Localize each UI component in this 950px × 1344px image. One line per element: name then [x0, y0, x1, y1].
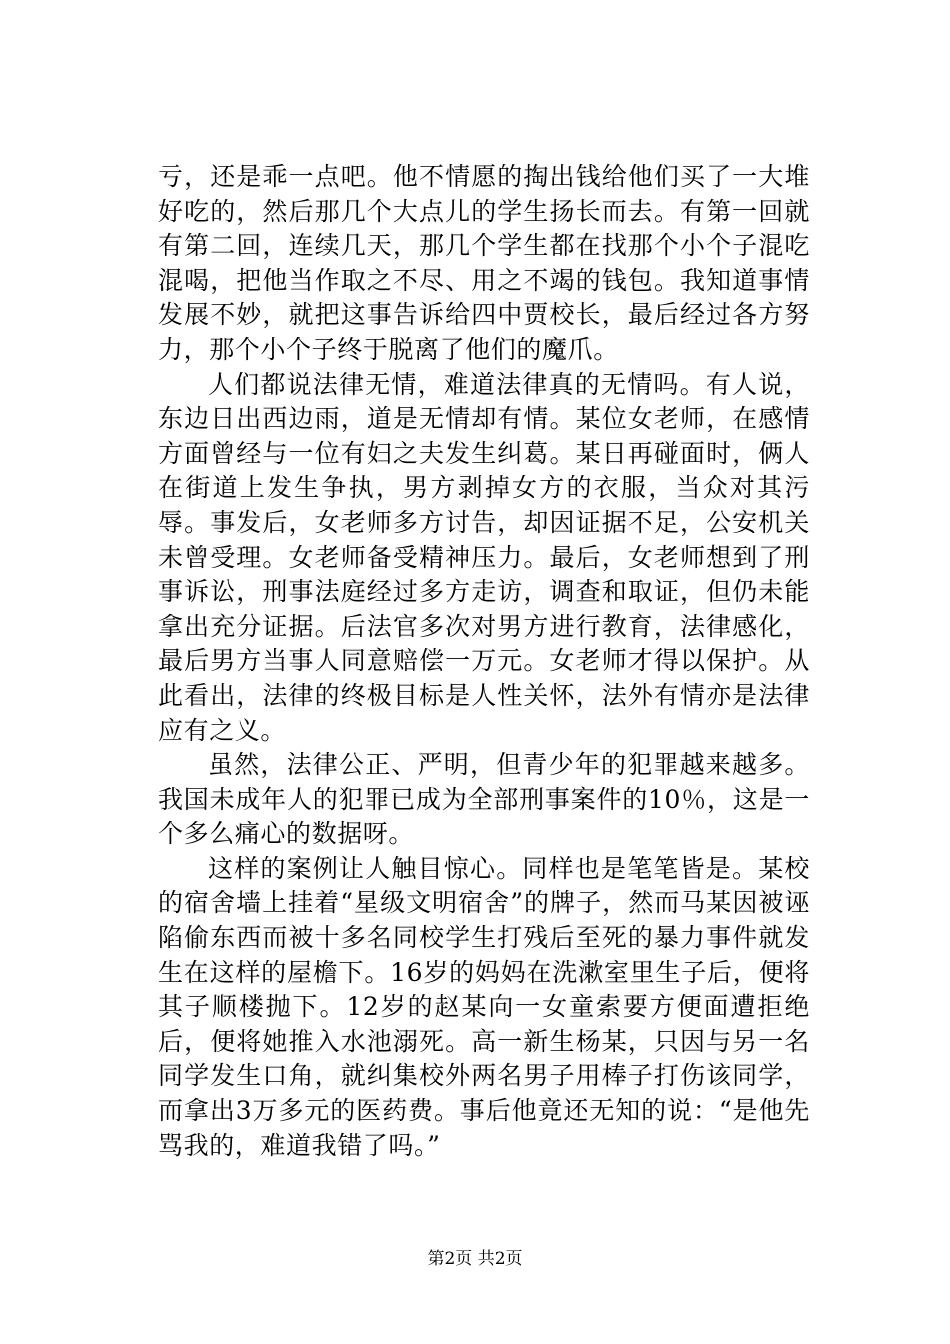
paragraph-4: 这样的案例让人触目惊心。同样也是笔笔皆是。某校的宿舍墙上挂着“星级文明宿舍”的牌子，然而马某因被诬陷偷东西而被十多名同校学生打残后至死的暴力事件就发生在这样的屋檐下。16岁的妈妈在洗漱室里生子后，便将其子顺楼抛下。12岁的赵某向一女童索要方便面遭拒绝后，便将她推入水池溺死。高一新生杨某，只因与另一名同学发生口角，就纠集校外两名男子用棒子打伤该同学，而拿出3万多元的医药费。事后他竟还无知的说：“是他先骂我的，难道我错了吗。” [158, 853, 810, 1160]
paragraph-2: 人们都说法律无情，难道法律真的无情吗。有人说，东边日出西边雨，道是无情却有情。某位女老师，在感情方面曾经与一位有妇之夫发生纠葛。某日再碰面时，俩人在街道上发生争执，男方剥掉女方的衣服，当众对其污辱。事发后，女老师多方讨告，却因证据不足，公安机关未曾受理。女老师备受精神压力。最后，女老师想到了刑事诉讼，刑事法庭经过多方走访，调查和取证，但仍未能拿出充分证据。后法官多次对男方进行教育，法律感化，最后男方当事人同意赔偿一万元。女老师才得以保护。从此看出，法律的终极目标是人性关怀，法外有情亦是法律应有之义。 [158, 369, 810, 745]
document-body [158, 160, 810, 1163]
paragraph-3: 虽然，法律公正、严明，但青少年的犯罪越来越多。我国未成年人的犯罪已成为全部刑事案件的10％，这是一个多么痛心的数据呀。 [158, 750, 810, 849]
page-number-footer: 第2页 共2页 [427, 1249, 523, 1269]
paragraph-1: 亏，还是乖一点吧。他不情愿的掏出钱给他们买了一大堆好吃的，然后那几个大点儿的学生扬长而去。有第一回就有第二回，连续几天，那几个学生都在找那个小个子混吃混喝，把他当作取之不尽、用之不竭的钱包。我知道事情发展不妙，就把这事告诉给四中贾校长，最后经过各方努力，那个小个子终于脱离了他们的魔爪。 [158, 162, 810, 364]
